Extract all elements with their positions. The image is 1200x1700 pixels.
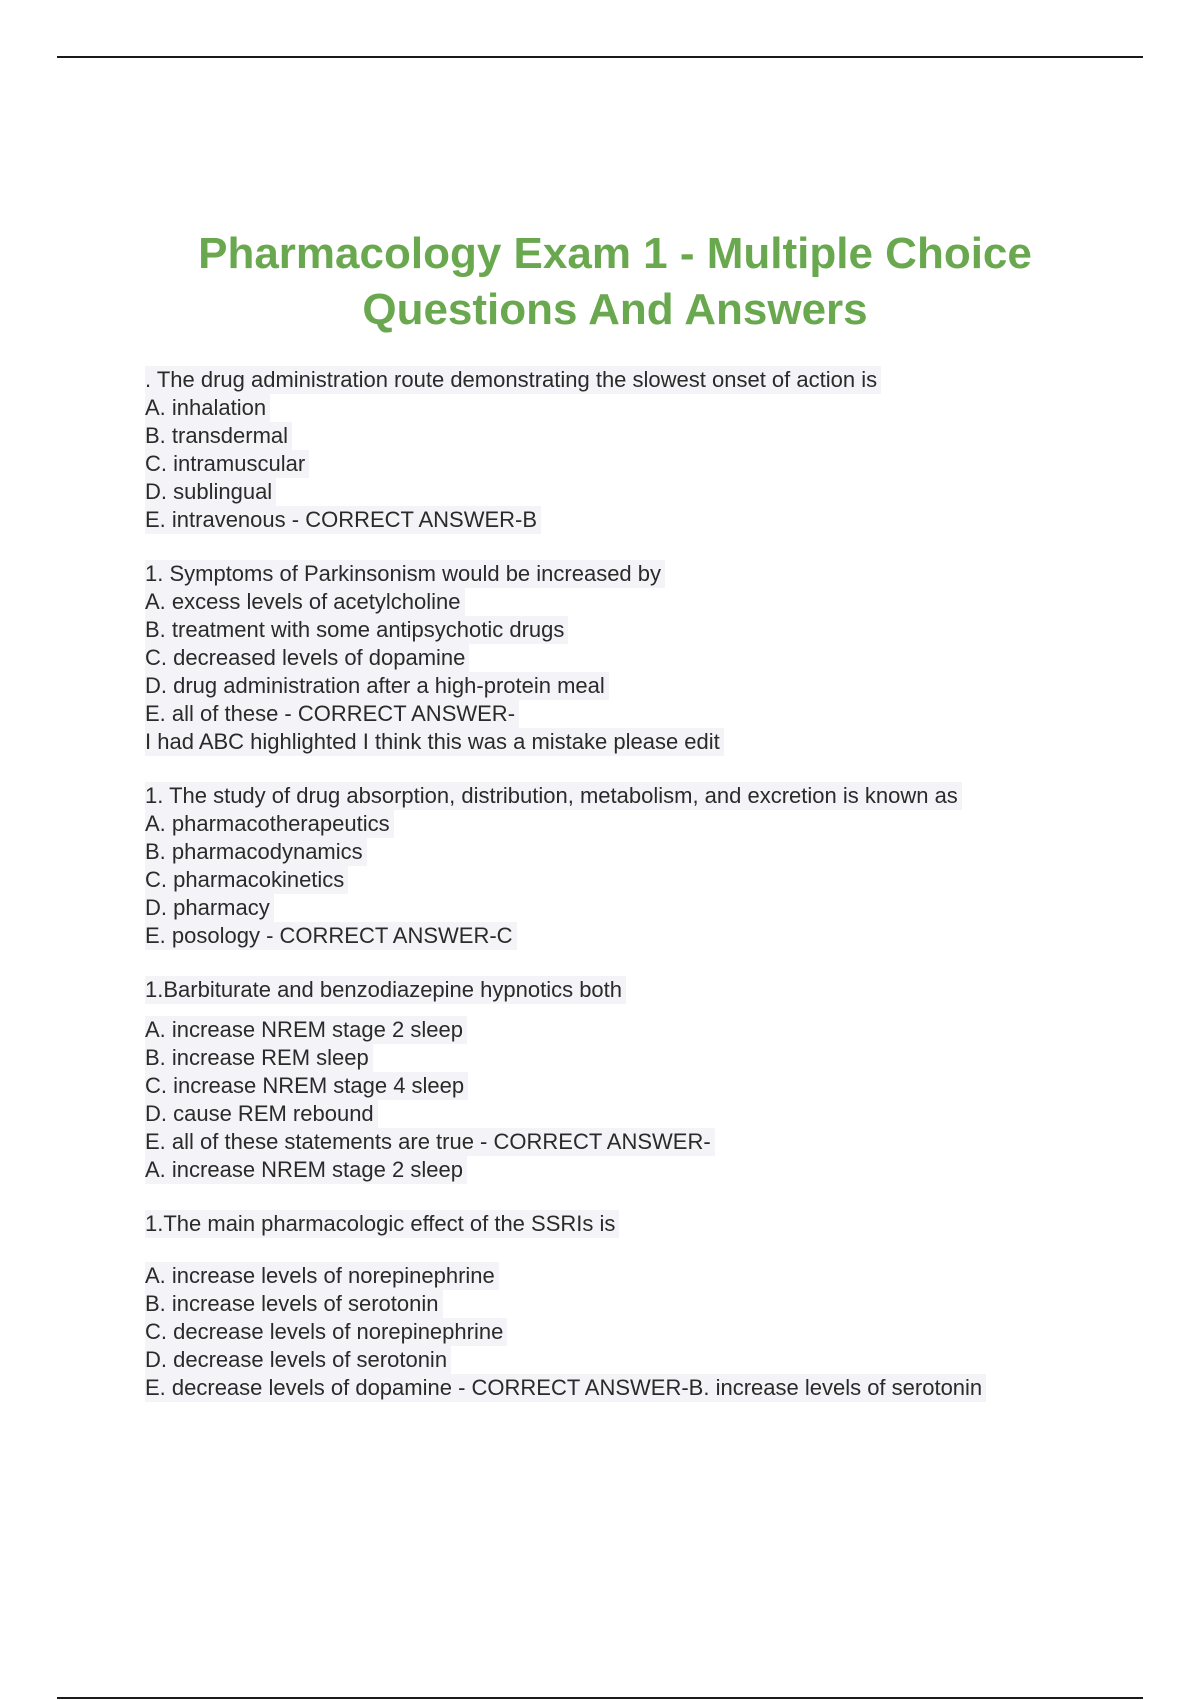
- question-list: [145, 366, 1085, 1428]
- answer-option: B. pharmacodynamics: [145, 838, 367, 866]
- page-title: [100, 226, 1130, 338]
- answer-option: C. decreased levels of dopamine: [145, 644, 469, 672]
- answer-option: C. decrease levels of norepinephrine: [145, 1318, 507, 1346]
- answer-note: I had ABC highlighted I think this was a mistake please edit: [145, 728, 724, 756]
- title-line-1: Pharmacology Exam 1 - Multiple Choice: [198, 229, 1032, 278]
- answer-option: C. pharmacokinetics: [145, 866, 348, 894]
- answer-option: D. sublingual: [145, 478, 276, 506]
- answer-option: B. increase levels of serotonin: [145, 1290, 443, 1318]
- answer-option: A. increase NREM stage 2 sleep: [145, 1016, 467, 1044]
- question-3: [145, 782, 1085, 950]
- answer-option: B. treatment with some antipsychotic drugs: [145, 616, 568, 644]
- answer-option-with-key: E. all of these statements are true - CORRECT ANSWER-: [145, 1128, 715, 1156]
- question-prompt: 1. Symptoms of Parkinsonism would be increased by: [145, 560, 665, 588]
- title-line-2: Questions And Answers: [362, 285, 868, 334]
- answer-option: A. inhalation: [145, 394, 270, 422]
- bottom-rule: [57, 1697, 1143, 1699]
- question-prompt: 1.Barbiturate and benzodiazepine hypnotics both: [145, 976, 626, 1004]
- answer-option: D. pharmacy: [145, 894, 274, 922]
- answer-option-with-key: E. posology - CORRECT ANSWER-C: [145, 922, 517, 950]
- answer-option: A. increase levels of norepinephrine: [145, 1262, 499, 1290]
- question-prompt: 1.The main pharmacologic effect of the SSRIs is: [145, 1210, 619, 1238]
- answer-option: B. transdermal: [145, 422, 292, 450]
- answer-option: C. increase NREM stage 4 sleep: [145, 1072, 468, 1100]
- spacer: [145, 1238, 1085, 1262]
- question-prompt: . The drug administration route demonstrating the slowest onset of action is: [145, 366, 881, 394]
- answer-option-with-key: E. decrease levels of dopamine - CORRECT ANSWER-B. increase levels of serotonin: [145, 1374, 986, 1402]
- answer-option: A. excess levels of acetylcholine: [145, 588, 465, 616]
- answer-option: D. decrease levels of serotonin: [145, 1346, 451, 1374]
- answer-key-detail: A. increase NREM stage 2 sleep: [145, 1156, 467, 1184]
- question-prompt: 1. The study of drug absorption, distribution, metabolism, and excretion is known as: [145, 782, 962, 810]
- top-rule: [57, 56, 1143, 58]
- answer-option: D. drug administration after a high-protein meal: [145, 672, 609, 700]
- question-2: [145, 560, 1085, 756]
- answer-option: A. pharmacotherapeutics: [145, 810, 394, 838]
- question-1: [145, 366, 1085, 534]
- answer-option: D. cause REM rebound: [145, 1100, 378, 1128]
- answer-option: B. increase REM sleep: [145, 1044, 373, 1072]
- answer-option-with-key: E. intravenous - CORRECT ANSWER-B: [145, 506, 541, 534]
- answer-option-with-key: E. all of these - CORRECT ANSWER-: [145, 700, 519, 728]
- spacer: [145, 1004, 1085, 1016]
- question-4: [145, 976, 1085, 1184]
- answer-option: C. intramuscular: [145, 450, 309, 478]
- question-5: [145, 1210, 1085, 1402]
